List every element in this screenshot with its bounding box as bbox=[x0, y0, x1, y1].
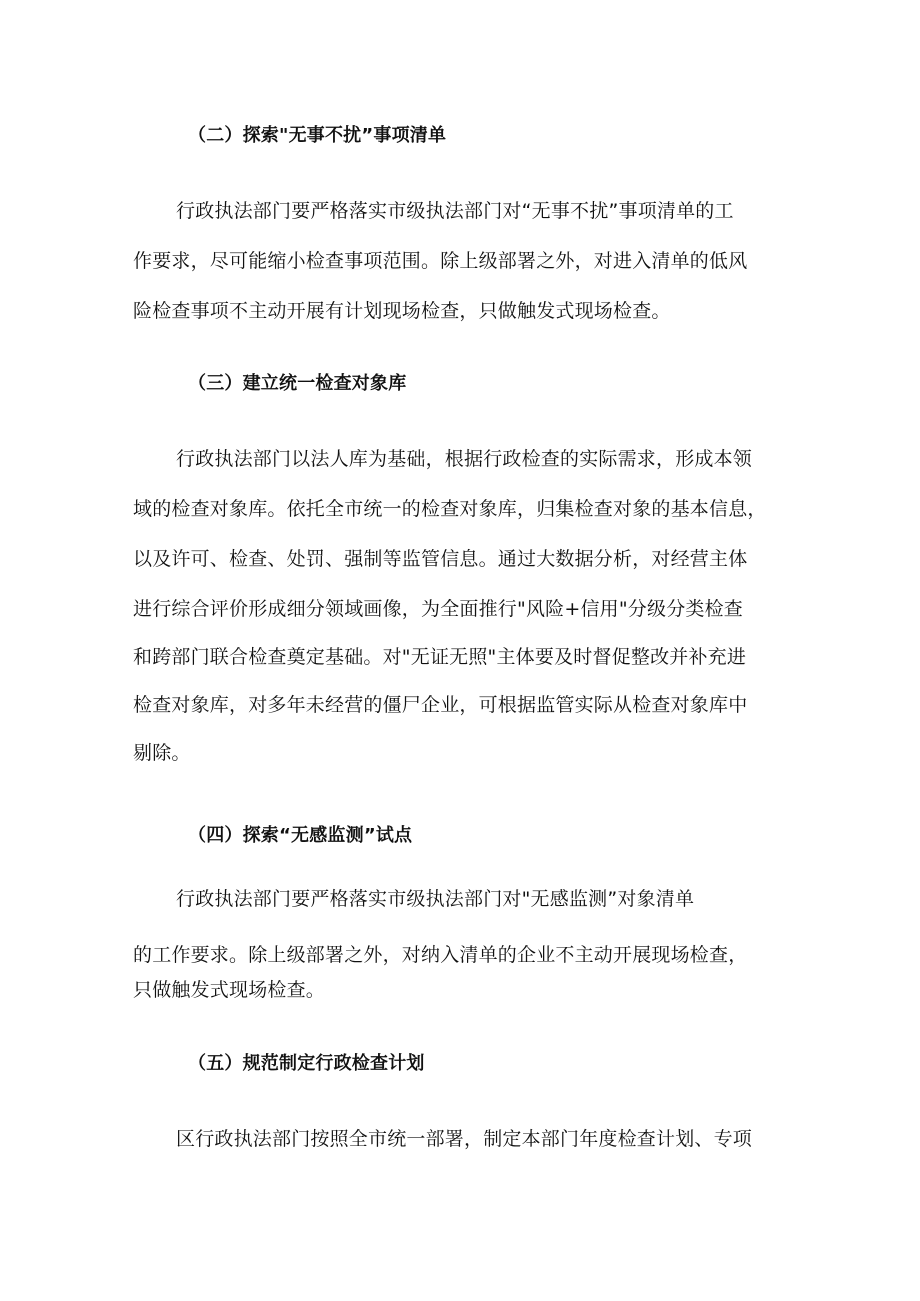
paragraph-line: 和跨部门联合检查奠定基础。对"无证无照"主体要及时督促整改并补充进 bbox=[133, 646, 747, 668]
paragraph-line: 作要求，尽可能缩小检查事项范围。除上级部署之外，对进入清单的低风 bbox=[133, 250, 748, 272]
paragraph-line: 区行政执法部门按照全市统一部署，制定本部门年度检查计划、专项 bbox=[176, 1128, 753, 1150]
paragraph-line: 行政执法部门以法人库为基础，根据行政检查的实际需求，形成本领 bbox=[176, 448, 753, 470]
paragraph-line: 行政执法部门要严格落实市级执法部门对“无事不扰”事项清单的工 bbox=[176, 200, 734, 222]
paragraph-line: 域的检查对象库。依托全市统一的检查对象库，归集检查对象的基本信息， bbox=[133, 498, 767, 520]
paragraph-line: 以及许可、检查、处罚、强制等监管信息。通过大数据分析，对经营主体 bbox=[133, 548, 748, 570]
section-heading-4: （四）探索“无感监测”试点 bbox=[188, 825, 413, 846]
paragraph-line: 进行综合评价形成细分领域画像，为全面推行"风险+信用"分级分类检查 bbox=[133, 598, 744, 620]
section-heading-3: （三）建立统一检查对象库 bbox=[188, 373, 407, 394]
paragraph-line: 险检查事项不主动开展有计划现场检查，只做触发式现场检查。 bbox=[133, 300, 671, 322]
paragraph-line: 只做触发式现场检查。 bbox=[133, 979, 326, 1001]
section-heading-5: （五）规范制定行政检查计划 bbox=[188, 1053, 425, 1074]
paragraph-line: 剔除。 bbox=[133, 742, 191, 764]
section-heading-2: （二）探索"无事不扰”事项清单 bbox=[188, 125, 447, 146]
paragraph-line: 行政执法部门要严格落实市级执法部门对"无感监测”对象清单 bbox=[176, 888, 695, 910]
paragraph-line: 的工作要求。除上级部署之外，对纳入清单的企业不主动开展现场检查， bbox=[133, 944, 748, 966]
paragraph-line: 检查对象库，对多年未经营的僵尸企业，可根据监管实际从检查对象库中 bbox=[133, 694, 748, 716]
